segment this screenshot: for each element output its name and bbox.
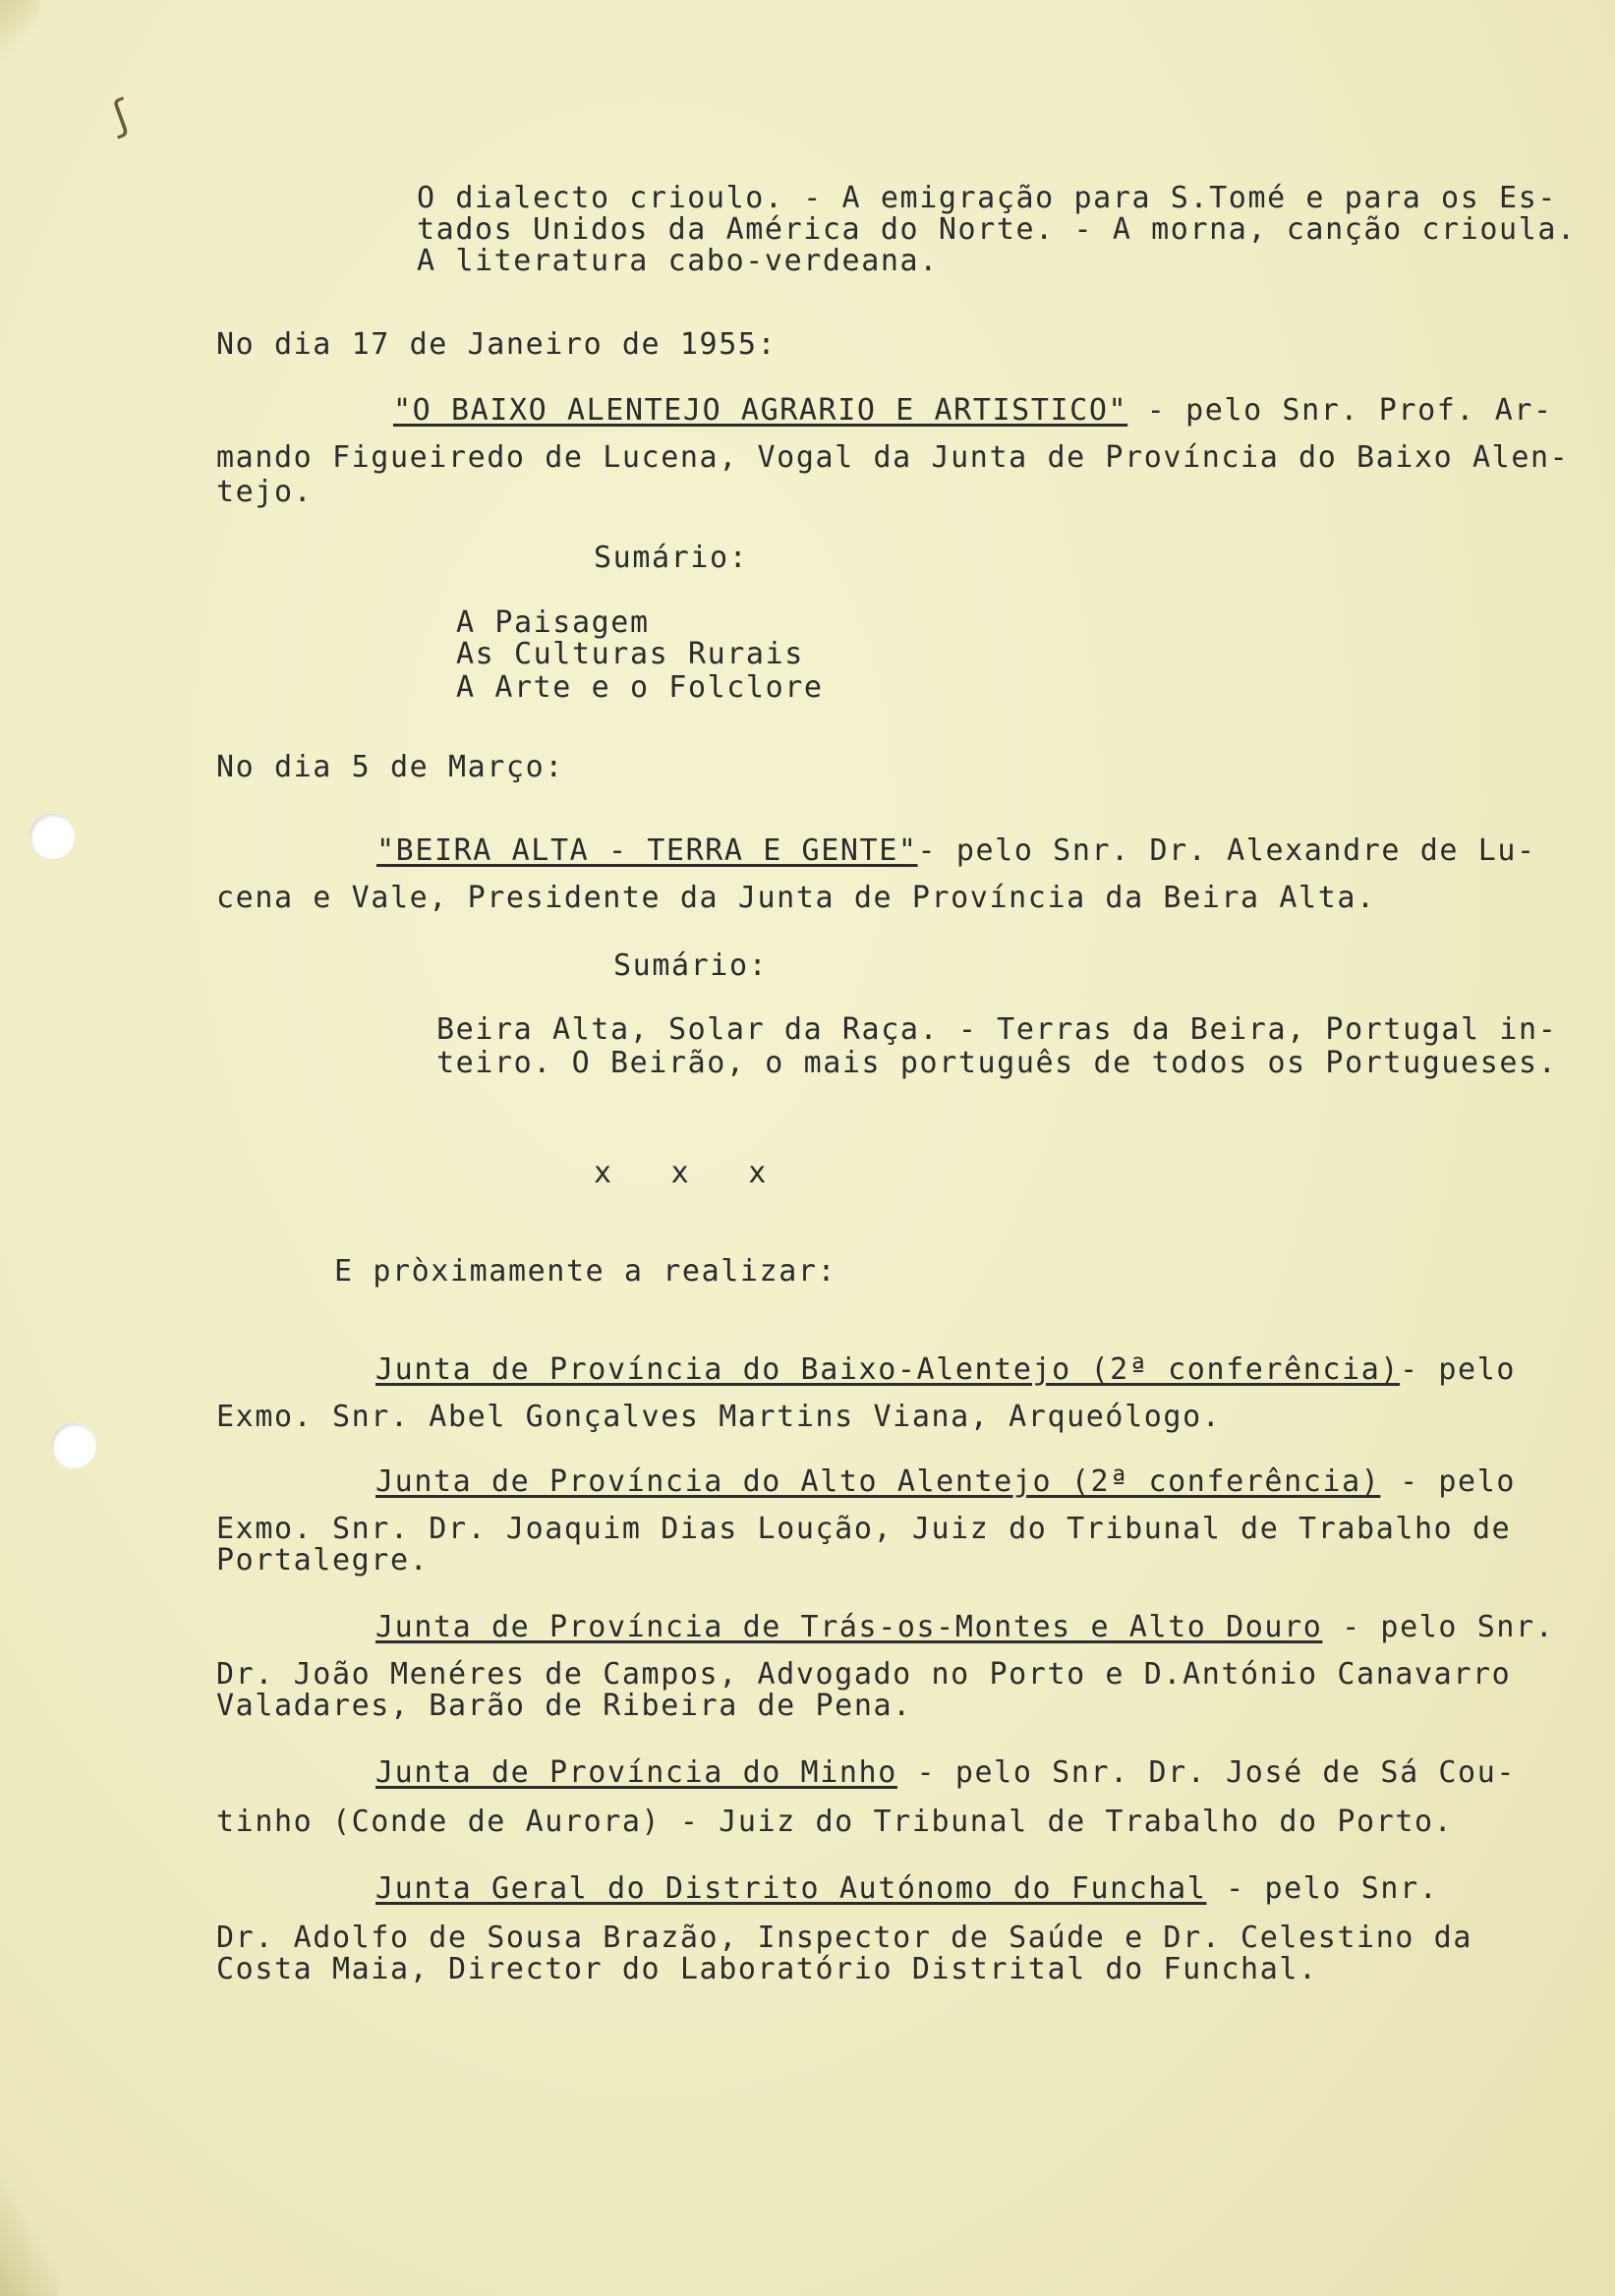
upcoming-item-title-line [375, 1612, 1554, 1643]
upcoming-item-line: Exmo. Snr. Dr. Joaquim Dias Loução, Juiz do Tribunal de Trabalho de [216, 1512, 1512, 1546]
speaker-intro: - pelo Snr. [1322, 1610, 1555, 1644]
lecture-speaker: - pelo Snr. Dr. Alexandre de Lu- [917, 833, 1536, 868]
upcoming-item-title-line [375, 1354, 1516, 1386]
upcoming-item-line: Costa Maia, Director do Laboratório Distrital do Funchal. [216, 1952, 1318, 1986]
intro-line: O dialecto crioulo. - A emigração para S.Tomé e para os Es- [417, 181, 1558, 215]
entry-line: tejo. [216, 475, 314, 509]
junta-title: Junta de Província de Trás-os-Montes e Alto Douro [375, 1610, 1323, 1644]
upcoming-item-line: tinho (Conde de Aurora) - Juiz do Tribunal de Trabalho do Porto. [216, 1805, 1454, 1839]
summary-line: Beira Alta, Solar da Raça. - Terras da Beira, Portugal in- [436, 1012, 1558, 1047]
junta-title: Junta de Província do Baixo-Alentejo (2ª conferência) [375, 1352, 1401, 1387]
entry-title-line [376, 835, 1536, 867]
junta-title: Junta de Província do Alto Alentejo (2ª conferência) [375, 1464, 1381, 1499]
lecture-title: "BEIRA ALTA - TERRA E GENTE" [376, 833, 918, 868]
upcoming-item-line: Valadares, Barão de Ribeira de Pena. [216, 1689, 912, 1723]
entry-date: No dia 17 de Janeiro de 1955: [216, 327, 778, 362]
upcoming-item-line: Exmo. Snr. Abel Gonçalves Martins Viana, Arqueólogo. [216, 1400, 1222, 1434]
summary-item: A Arte e o Folclore [456, 670, 824, 705]
punch-hole [51, 1423, 96, 1468]
junta-title: Junta de Província do Minho [375, 1755, 897, 1790]
folded-corner [0, 0, 39, 69]
summary-item: As Culturas Rurais [456, 637, 804, 671]
upcoming-heading: E pròximamente a realizar: [334, 1254, 837, 1289]
section-separator: x x x [594, 1156, 768, 1190]
intro-line: A literatura cabo-verdeana. [417, 244, 939, 278]
upcoming-item-line: Portalegre. [216, 1543, 430, 1578]
speaker-intro: - pelo [1380, 1464, 1517, 1499]
intro-line: tados Unidos da América do Norte. - A morna, canção crioula. [417, 212, 1577, 247]
entry-line: cena e Vale, Presidente da Junta de Província da Beira Alta. [216, 881, 1376, 915]
punch-hole [29, 814, 75, 859]
worn-edge [0, 2060, 59, 2296]
summary-label: Sumário: [594, 541, 749, 575]
lecture-title: "O BAIXO ALENTEJO AGRARIO E ARTISTICO" [393, 393, 1128, 428]
ink-mark: ʃ [100, 90, 140, 142]
speaker-intro: - pelo [1400, 1352, 1517, 1387]
upcoming-item-title-line [375, 1466, 1516, 1498]
lecture-speaker: - pelo Snr. Prof. Ar- [1127, 393, 1553, 428]
entry-title-line [393, 395, 1553, 427]
upcoming-item-line: Dr. João Menéres de Campos, Advogado no Porto e D.António Canavarro [216, 1657, 1512, 1692]
summary-label: Sumário: [613, 948, 769, 983]
junta-title: Junta Geral do Distrito Autónomo do Funchal [375, 1871, 1207, 1906]
entry-date: No dia 5 de Março: [216, 750, 564, 784]
upcoming-item-title-line [375, 1873, 1438, 1905]
entry-line: mando Figueiredo de Lucena, Vogal da Junta de Província do Baixo Alen- [216, 440, 1570, 475]
speaker-intro: - pelo Snr. Dr. José de Sá Cou- [896, 1755, 1517, 1790]
upcoming-item-line: Dr. Adolfo de Sousa Brazão, Inspector de Saúde e Dr. Celestino da [216, 1921, 1472, 1955]
summary-line: teiro. O Beirão, o mais português de todos os Portugueses. [436, 1046, 1558, 1080]
summary-item: A Paisagem [456, 605, 650, 640]
upcoming-item-title-line [375, 1757, 1516, 1789]
speaker-intro: - pelo Snr. [1206, 1871, 1439, 1906]
